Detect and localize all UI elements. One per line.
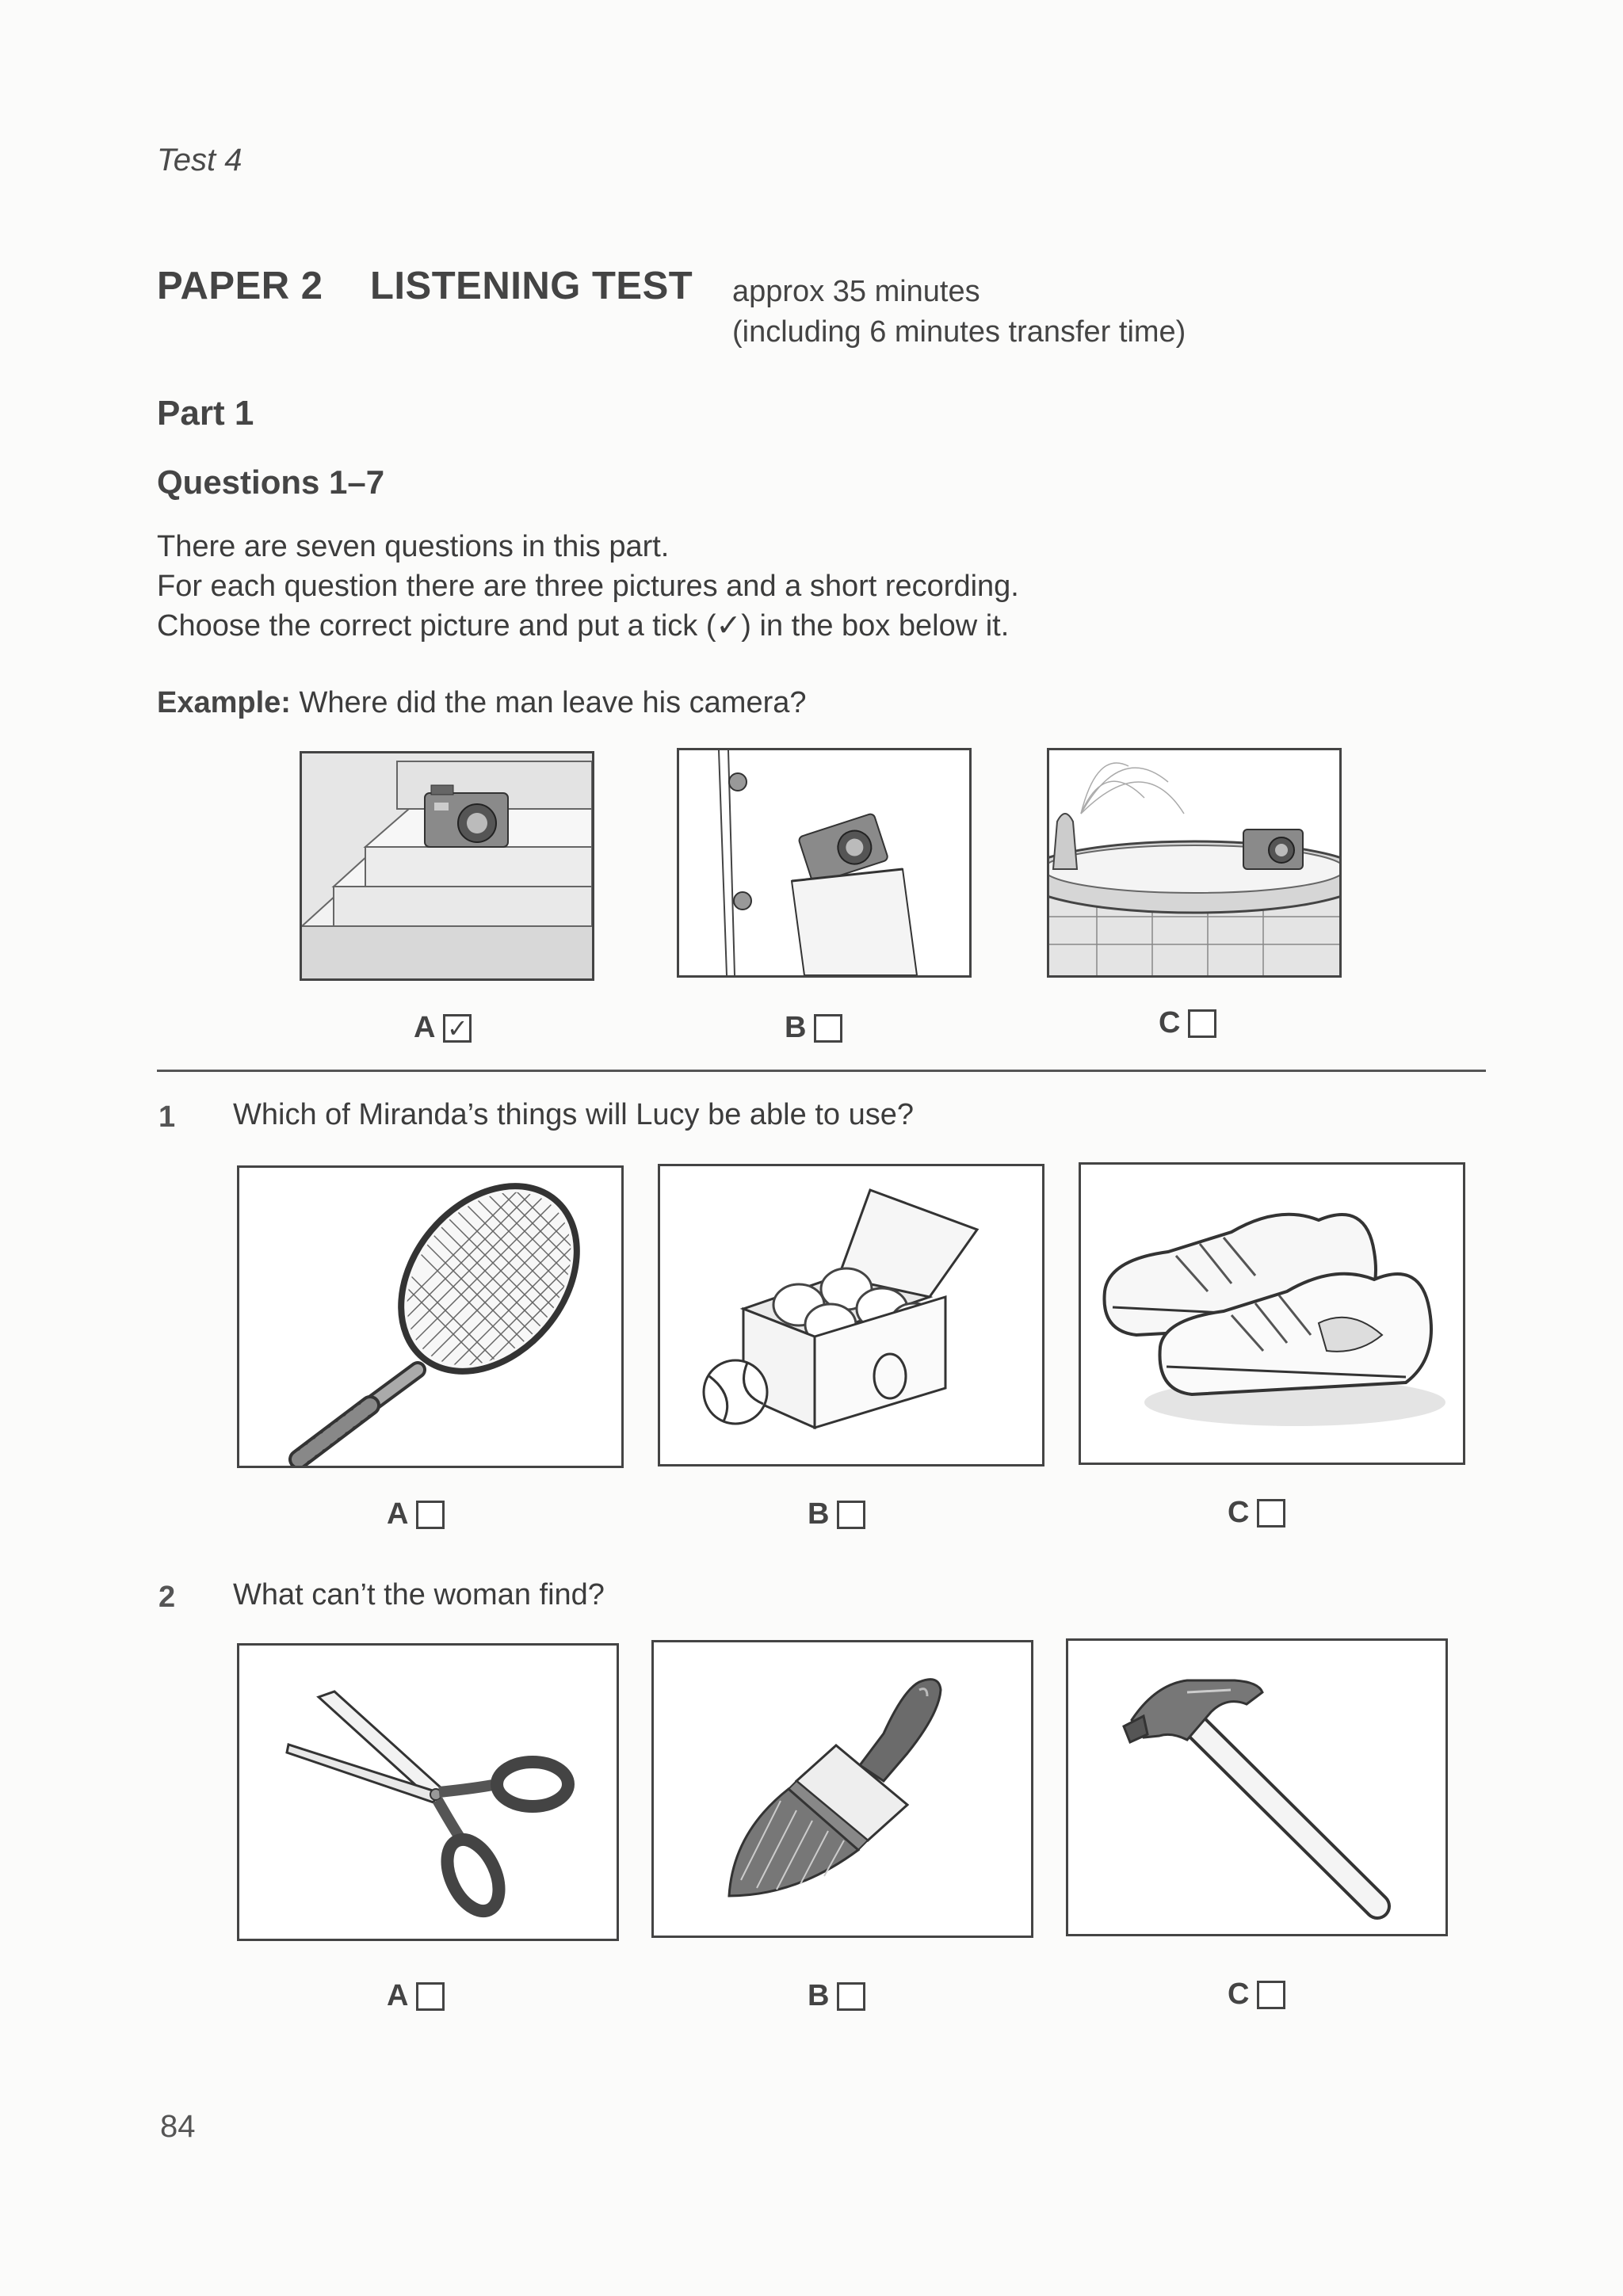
duration-line-1: approx 35 minutes	[732, 275, 980, 308]
question-text: What can’t the woman find?	[233, 1578, 605, 1611]
question-text: Which of Miranda’s things will Lucy be able to use?	[233, 1098, 914, 1131]
question-number: 1	[158, 1100, 176, 1134]
option-letter: C	[1228, 1496, 1250, 1529]
example-option-b	[785, 1011, 842, 1045]
duration-line-2: (including 6 minutes transfer time)	[732, 315, 1186, 349]
camera-in-pocket-icon	[679, 750, 969, 975]
paintbrush-icon	[654, 1642, 1031, 1936]
question-number: 2	[158, 1581, 176, 1614]
option-letter: C	[1228, 1978, 1250, 2011]
instructions	[157, 527, 1019, 646]
answer-checkbox[interactable]: ✓	[443, 1014, 472, 1043]
answer-checkbox[interactable]	[837, 1982, 865, 2011]
option-letter: B	[785, 1011, 807, 1044]
questions-range: Questions 1–7	[157, 463, 385, 501]
part-title: Part 1	[157, 394, 254, 433]
camera-on-fountain-icon	[1049, 750, 1339, 975]
example-question: Where did the man leave his camera?	[299, 686, 807, 719]
tennis-racket-icon	[239, 1168, 621, 1466]
instruction-line: There are seven questions in this part.	[157, 530, 670, 563]
answer-checkbox[interactable]	[1188, 1009, 1216, 1038]
answer-checkbox[interactable]	[1257, 1981, 1285, 2009]
trainers-icon	[1081, 1165, 1463, 1463]
example-prompt	[157, 686, 807, 720]
box-of-balls-icon	[660, 1166, 1042, 1464]
option-letter: C	[1159, 1006, 1181, 1039]
page-number: 84	[160, 2109, 196, 2144]
scissors-icon	[239, 1646, 617, 1939]
answer-checkbox[interactable]	[1257, 1499, 1285, 1527]
option-letter: B	[808, 1497, 830, 1531]
q1-picture-a	[237, 1165, 624, 1468]
q2-option-c	[1228, 1978, 1285, 2012]
example-label: Example:	[157, 686, 291, 719]
example-picture-b	[677, 748, 972, 978]
q2-picture-c	[1066, 1638, 1448, 1936]
paper-title: LISTENING TEST	[370, 265, 693, 307]
option-letter: A	[387, 1979, 409, 2012]
answer-checkbox[interactable]	[416, 1501, 445, 1529]
hammer-icon	[1068, 1641, 1445, 1934]
option-letter: A	[387, 1497, 409, 1531]
instruction-line: Choose the correct picture and put a tick (✓) in the box below it.	[157, 609, 1010, 643]
q1-option-a	[387, 1497, 445, 1531]
example-picture-a	[300, 751, 594, 981]
option-letter: B	[808, 1979, 830, 2012]
q2-option-b	[808, 1979, 865, 2013]
answer-checkbox[interactable]	[837, 1501, 865, 1529]
divider	[157, 1070, 1486, 1072]
answer-checkbox[interactable]	[416, 1982, 445, 2011]
q1-picture-b	[658, 1164, 1044, 1466]
duration	[732, 272, 1186, 353]
q2-option-a	[387, 1979, 445, 2013]
camera-on-steps-icon	[302, 753, 592, 978]
example-option-c	[1159, 1006, 1216, 1040]
test-label: Test 4	[157, 143, 242, 177]
q1-picture-c	[1079, 1162, 1465, 1465]
q2-picture-a	[237, 1643, 619, 1941]
paper-label: PAPER 2	[157, 265, 323, 307]
q1-option-c	[1228, 1496, 1285, 1530]
q1-option-b	[808, 1497, 865, 1531]
option-letter: A	[414, 1011, 436, 1044]
instruction-line: For each question there are three pictures and a short recording.	[157, 570, 1019, 603]
example-picture-c	[1047, 748, 1342, 978]
answer-checkbox[interactable]	[814, 1014, 842, 1043]
example-option-a	[414, 1011, 472, 1045]
q2-picture-b	[651, 1640, 1033, 1938]
